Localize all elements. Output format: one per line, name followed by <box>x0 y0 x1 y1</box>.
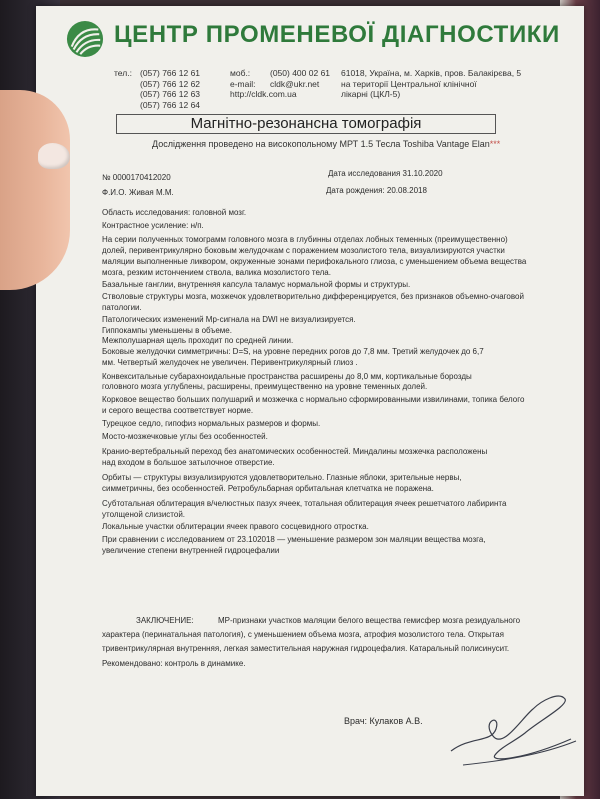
mobile-phone: (050) 400 02 61 <box>270 68 331 78</box>
conclusion-first-line: МР-признаки участков маляции белого вещества гемисфер мозга резидуального <box>218 616 521 625</box>
contact-address <box>341 68 521 100</box>
contact-phones <box>114 68 200 110</box>
contact-online <box>230 68 330 100</box>
report-line: Орбиты — структуры визуализируются удовлетворительно. Глазные яблоки, зрительные нервы, <box>102 473 462 482</box>
report-line: головного мозга углублены, расширены, преимущественно на уровне теменных долей. <box>102 382 428 391</box>
report-line: Мосто-мозжечковые углы без особенностей. <box>102 432 268 441</box>
phone-3: (057) 766 12 63 <box>140 89 201 99</box>
address-line-3: лікарні (ЦКЛ-5) <box>341 89 401 99</box>
conclusion-label: ЗАКЛЮЧЕНИЕ: <box>136 616 194 625</box>
report-line: Субтотальная облитерация в/челюстных пазух ячеек, тотальная облитерация ячеек решетчатого лабиринта <box>102 499 507 508</box>
patient-name: Ф.И.О. Живая М.М. <box>102 188 174 197</box>
report-line: Боковые желудочки симметричны: D=S, на уровне передних рогов до 7,8 мм. Третий желудочек до 6,7 <box>102 347 484 356</box>
contrast: Контрастное усиление: н/п. <box>102 221 204 230</box>
report-line: и серого вещества соответствует норме. <box>102 406 254 415</box>
document-subtitle <box>152 139 500 149</box>
address-line-1: 61018, Україна, м. Харків, пров. Балакірєва, 5 <box>341 68 522 78</box>
phone-2: (057) 766 12 62 <box>140 78 201 89</box>
report-line: увеличение степени внутренней гидроцефалии <box>102 546 280 555</box>
conclusion-line: Рекомендовано: контроль в динамике. <box>102 659 246 668</box>
exam-date: Дата исследования 31.10.2020 <box>328 169 443 178</box>
report-line: Гиппокампы уменьшены в объеме. <box>102 326 232 335</box>
study-area: Область исследования: головной мозг. <box>102 208 247 217</box>
phone-1: (057) 766 12 61 <box>140 68 201 78</box>
org-title: ЦЕНТР ПРОМЕНЕВОЇ ДІАГНОСТИКИ <box>114 21 560 48</box>
email: cldk@ukr.net <box>270 78 320 89</box>
report-line: патологии. <box>102 303 142 312</box>
report-line: маляции выполненные ликвором, окруженные зонами перифокального глиоза, с уменьшением объема вещества <box>102 257 527 266</box>
report-line: Патологических изменений Мр-сигнала на DWI не визуализируется. <box>102 315 356 324</box>
doctor-name: Врач: Кулаков А.В. <box>344 716 423 726</box>
report-line: Корковое вещество больших полушарий и мозжечка с нормально сформированными извилинами, топика белого <box>102 395 525 404</box>
report-line: над входом в большое затылочное отверстие. <box>102 458 275 467</box>
address-line-2: на території Центральної клінічної <box>341 78 477 89</box>
report-line: симметричны, без особенностей. Ретробульбарная орбитальная клетчатка не поражена. <box>102 484 434 493</box>
conclusion-line: характера (перинатальная патология), с уменьшением объема мозга, атрофия мозолистого тела. Открытая <box>102 630 504 639</box>
report-line: Базальные ганглии, внутренняя капсула таламус нормальной формы и структуры. <box>102 280 411 289</box>
report-line: Стволовые структуры мозга, мозжечок удовлетворительно дифференцируется, без признаков объемно-очаговой <box>102 292 524 301</box>
phone-4: (057) 766 12 64 <box>140 99 201 110</box>
fingernail <box>38 143 70 169</box>
doctor-signature <box>441 681 581 771</box>
birth-date: Дата рождения: 20.08.2018 <box>326 186 427 195</box>
medical-report-sheet <box>36 6 584 796</box>
report-line: мозга, резким истончением ствола, валика мозолистого тела. <box>102 268 331 277</box>
subtitle-mark: *** <box>489 139 501 149</box>
report-line: Локальные участки облитерации ячеек правого сосцевидного отростка. <box>102 522 369 531</box>
email-label: e-mail: <box>230 78 256 89</box>
report-line: долей, перивентрикулярно боковым желудочкам с поражением мозолистого тела, визуализируются участки <box>102 246 505 255</box>
subtitle-text: Дослідження проведено на високопольному МРТ 1.5 Тесла Toshiba Vantage Elan <box>152 139 490 149</box>
report-number: № 0000170412020 <box>102 173 171 182</box>
report-line: Турецкое седло, гипофиз нормальных размеров и формы. <box>102 419 321 428</box>
report-line: При сравнении с исследованием от 23.102018 — уменьшение размером зон маляции вещества мозга, <box>102 535 486 544</box>
website: http://cldk.com.ua <box>230 89 297 99</box>
report-line: утолщеной слизистой. <box>102 510 186 519</box>
report-line: Кранио-вертебральный переход без анатомических особенностей. Миндалины мозжечка расположены <box>102 447 488 456</box>
mob-label: моб.: <box>230 68 251 78</box>
report-line: Межполушарная щель проходит по средней линии. <box>102 336 294 345</box>
conclusion-line: тривентрикулярная внутренняя, легкая заместительная наружная гидроцефалия. Катаральный полисинусит. <box>102 644 510 653</box>
report-line: Конвекситальные субарахноидальные пространства расширены до 8,0 мм, кортикальные борозды <box>102 372 472 381</box>
document-title: Магнітно-резонансна томографія <box>116 114 496 134</box>
report-line: На серии полученных томограмм головного мозга в глубинны отделах лобных теменных (преимущественно) <box>102 235 508 244</box>
tel-label: тел.: <box>114 68 132 78</box>
clinic-logo-icon <box>66 20 104 58</box>
hand <box>0 90 70 290</box>
report-line: мм. Четвертый желудочек не увеличен. Перивентрикулярный глиоз . <box>102 358 358 367</box>
